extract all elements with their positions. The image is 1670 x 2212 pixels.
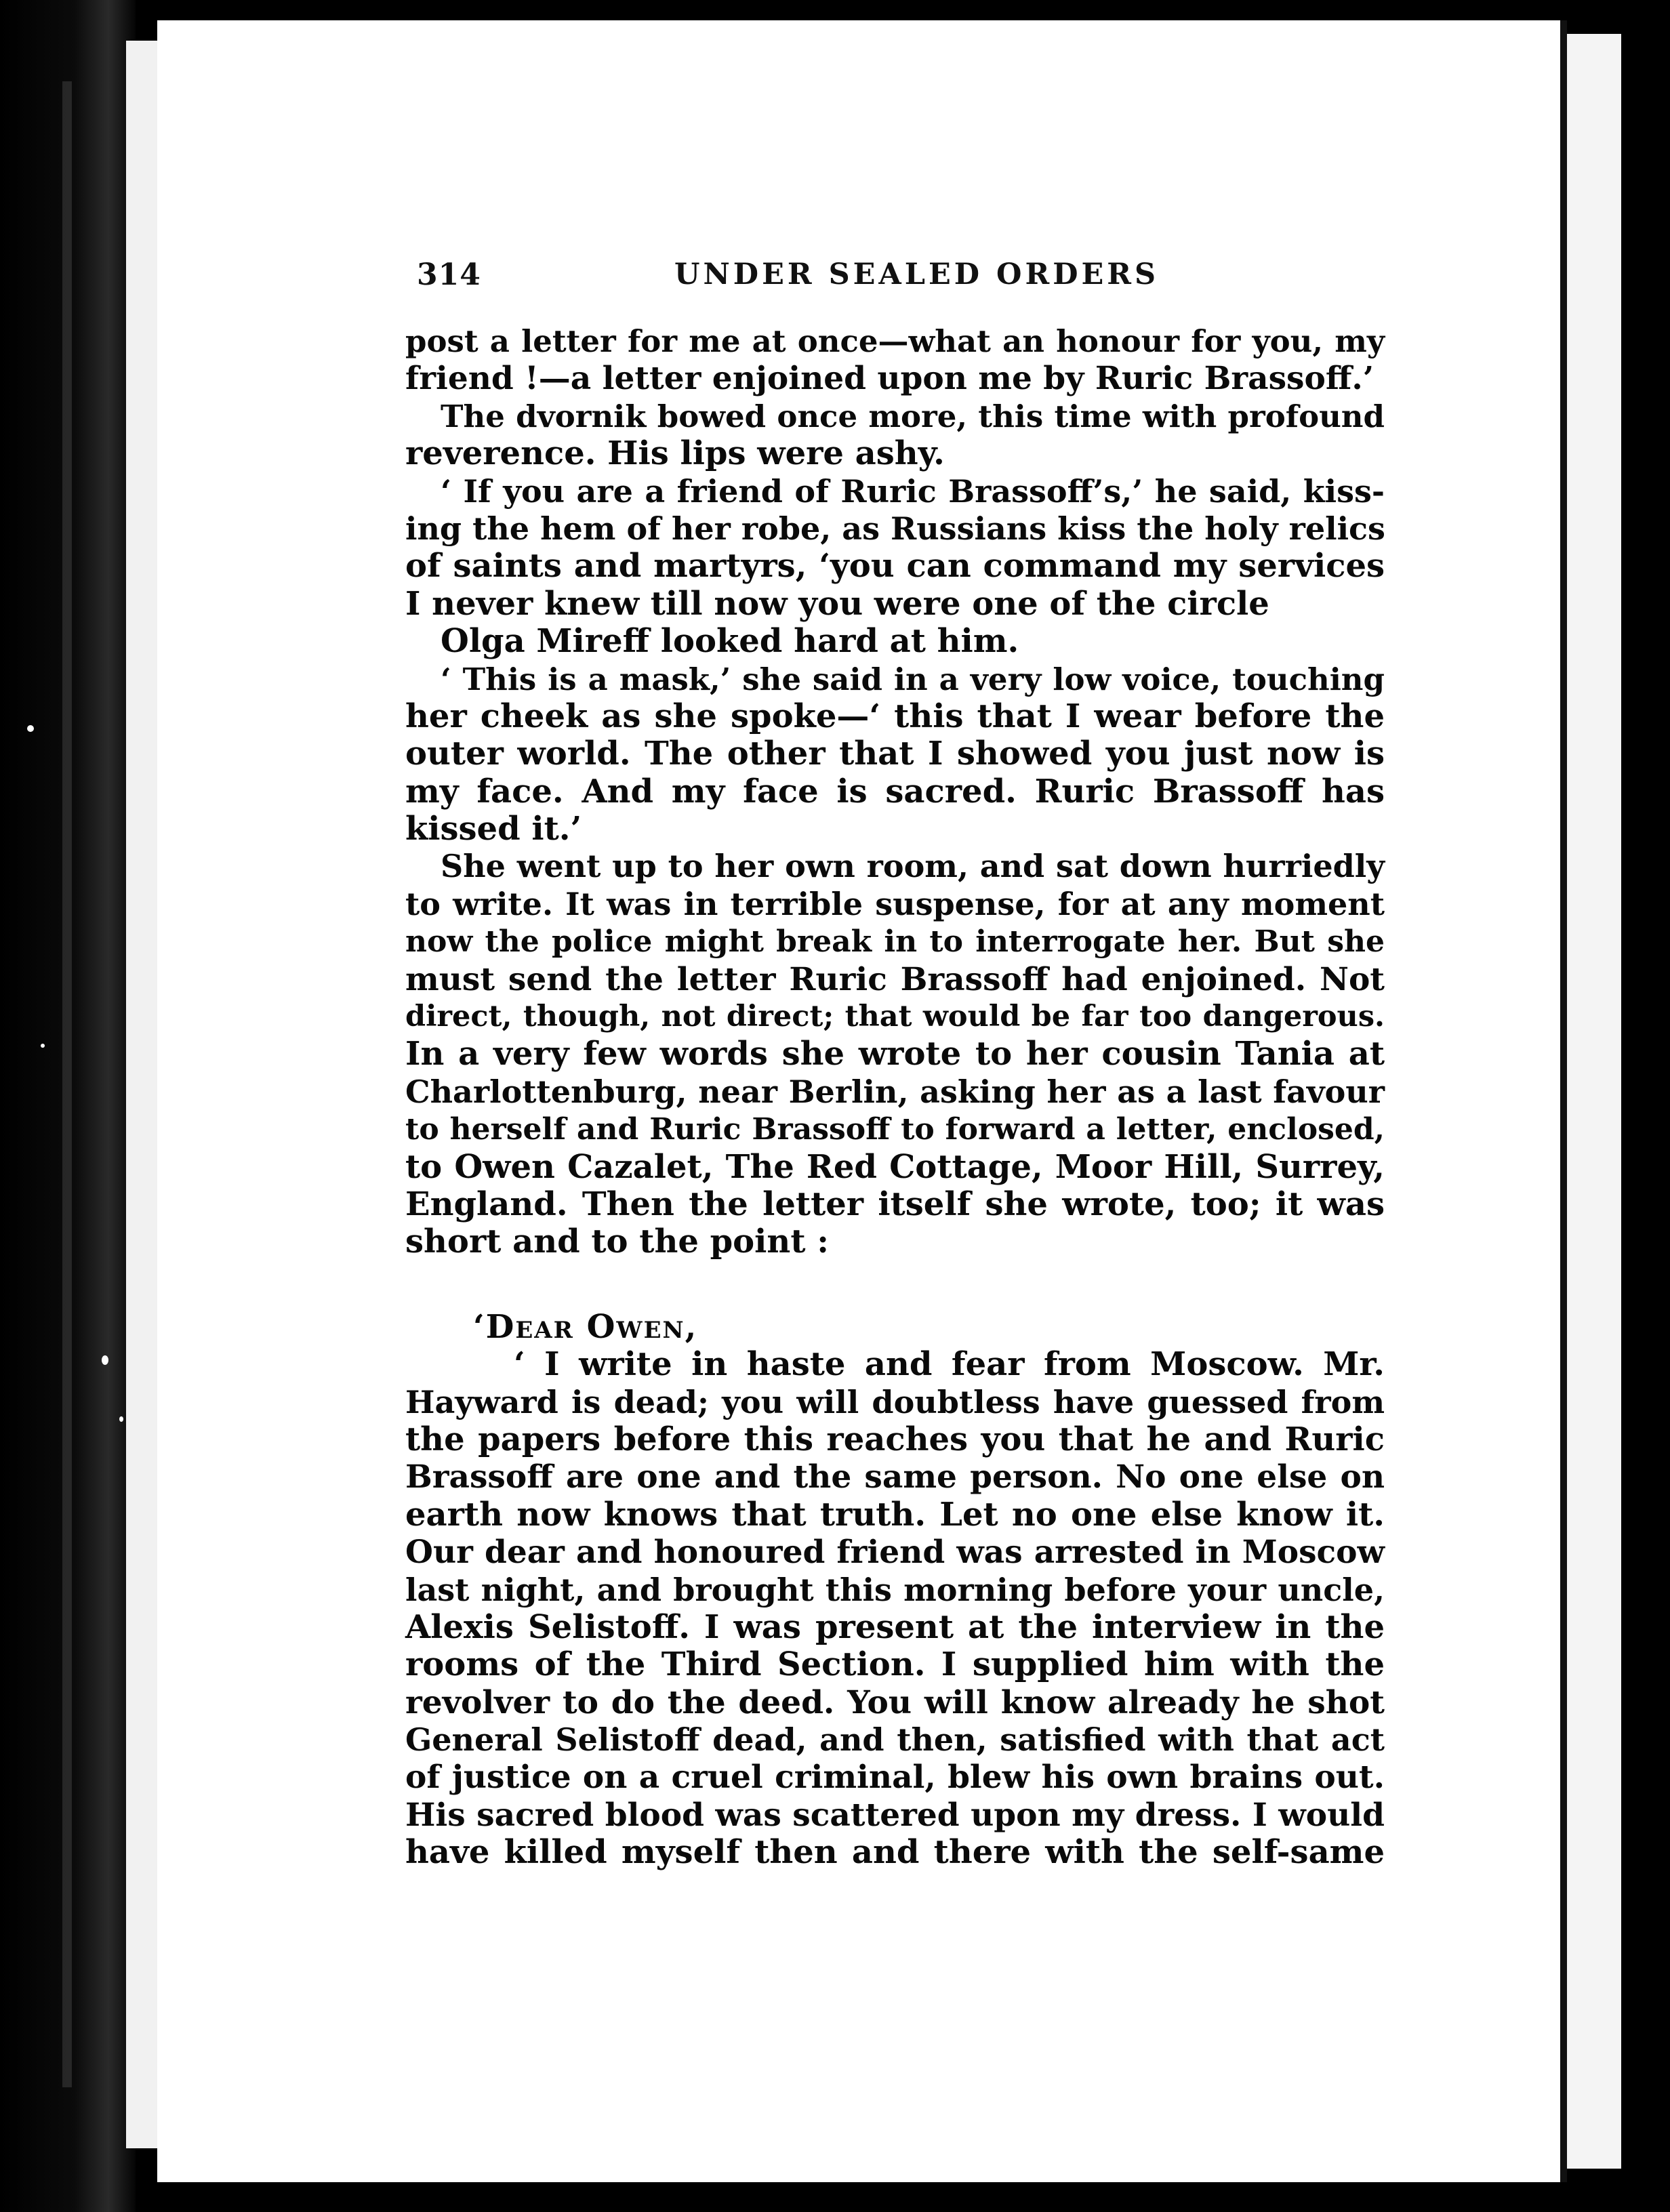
text-line: Charlottenburg, near Berlin, asking her as a last favour xyxy=(405,1073,1385,1110)
text-line: friend !—a letter enjoined upon me by Ruric Brassoff.’ xyxy=(405,360,1374,398)
scan-speck xyxy=(41,1044,45,1048)
page-header xyxy=(417,258,1379,305)
scan-right-margin xyxy=(1621,0,1670,2212)
text-line: to write. It was in terrible suspense, for at any moment xyxy=(405,885,1385,922)
book-binding-edge xyxy=(62,81,72,2087)
text-line: She went up to her own room, and sat down hurriedly xyxy=(441,848,1385,885)
text-line: my face. And my face is sacred. Ruric Brassoff has xyxy=(405,772,1385,811)
scan-speck xyxy=(102,1355,108,1365)
text-line: outer world. The other that I showed you just now is xyxy=(405,735,1385,773)
body-text xyxy=(405,323,1385,1872)
text-line: post a letter for me at once—what an honour for you, my xyxy=(405,323,1385,359)
text-line: the papers before this reaches you that he and Ruric xyxy=(405,1420,1385,1458)
text-line: short and to the point : xyxy=(405,1223,829,1261)
page-gutter xyxy=(1560,20,1567,2182)
letter-salutation: ‘Dear Owen, xyxy=(473,1307,698,1346)
text-line: earth now knows that truth. Let no one else know it. xyxy=(405,1495,1385,1534)
text-line: ‘ This is a mask,’ she said in a very low voice, touching xyxy=(441,661,1385,697)
text-line: Olga Mireff looked hard at him. xyxy=(441,622,1019,661)
text-line: to Owen Cazalet, The Red Cottage, Moor Hill, Surrey, xyxy=(405,1147,1385,1186)
scan-speck xyxy=(27,725,34,732)
text-line: last night, and brought this morning before your uncle, xyxy=(405,1571,1385,1608)
text-line: General Selistoff dead, and then, satisfied with that act xyxy=(405,1721,1385,1759)
text-line: to herself and Ruric Brassoff to forward a letter, enclosed, xyxy=(405,1112,1385,1147)
next-page-edge xyxy=(1567,34,1621,2169)
text-line: Brassoff are one and the same person. No one else on xyxy=(405,1458,1385,1496)
text-line: her cheek as she spoke—‘ this that I wear before the xyxy=(405,697,1385,735)
previous-page-edge xyxy=(126,41,161,2148)
text-line: ‘ I write in haste and fear from Moscow. Mr. xyxy=(514,1345,1385,1384)
text-line: Hayward is dead; you will doubtless have guessed from xyxy=(405,1383,1385,1420)
page-number: 314 xyxy=(417,258,481,292)
text-line: of saints and martyrs, ‘you can command my services xyxy=(405,547,1385,586)
letter-spacer xyxy=(405,1261,1385,1309)
text-line: now the police might break in to interrogate her. But she xyxy=(405,924,1385,960)
text-line: direct, though, not direct; that would be far too dangerous. xyxy=(405,1000,1385,1034)
text-line: ing the hem of her robe, as Russians kiss the holy relics xyxy=(405,510,1385,547)
text-line: ‘ If you are a friend of Ruric Brassoff’s,’ he said, kiss- xyxy=(441,472,1385,510)
text-line: rooms of the Third Section. I supplied him with the xyxy=(405,1645,1385,1684)
text-line: Our dear and honoured friend was arrested in Moscow xyxy=(405,1534,1385,1572)
text-line: In a very few words she wrote to her cousin Tania at xyxy=(405,1035,1385,1073)
text-line: His sacred blood was scattered upon my dress. I would xyxy=(405,1796,1385,1834)
text-line: I never knew till now you were one of the circle xyxy=(405,584,1269,623)
text-line: have killed myself then and there with the self-same xyxy=(405,1833,1385,1872)
text-line: England. Then the letter itself she wrote, too; it was xyxy=(405,1185,1385,1223)
running-head: UNDER SEALED ORDERS xyxy=(674,258,1160,291)
text-line: reverence. His lips were ashy. xyxy=(405,434,945,473)
text-line: The dvornik bowed once more, this time with profound xyxy=(441,398,1385,434)
text-line: must send the letter Ruric Brassoff had enjoined. Not xyxy=(405,960,1385,998)
text-line: kissed it.’ xyxy=(405,810,582,848)
text-line: of justice on a cruel criminal, blew his own brains out. xyxy=(405,1759,1385,1797)
text-line: revolver to do the deed. You will know already he shot xyxy=(405,1683,1385,1721)
scan-speck xyxy=(119,1416,123,1422)
text-line: Alexis Selistoff. I was present at the interview in the xyxy=(405,1607,1385,1646)
